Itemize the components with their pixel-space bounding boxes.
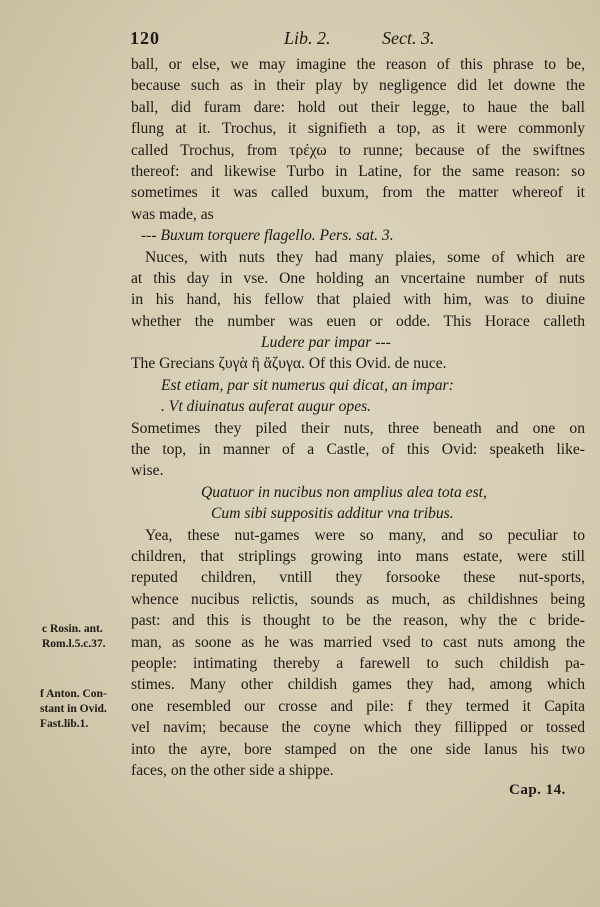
text-line: thereof: and likewise Turbo in Latine, for the same reason: so — [131, 162, 585, 180]
page-number: 120 — [130, 28, 160, 48]
text-line: in his hand, his fellow that plaied with him, was to diuine — [131, 291, 585, 309]
text-line: Sometimes they piled their nuts, three beneath and one on — [131, 419, 585, 437]
verse-line: --- Buxum torquere flagello. Pers. sat. 3. — [141, 227, 394, 245]
margin-note: Fast.lib.1. — [40, 718, 89, 730]
text-line: stimes. Many other childish games they had, among which — [131, 676, 585, 694]
margin-note: stant in Ovid. — [40, 703, 107, 715]
body-text — [131, 54, 585, 781]
text-line: Nuces, with nuts they had many plaies, some of which are — [145, 248, 585, 266]
running-section: Sect. 3. — [382, 28, 435, 48]
text-line: ball, did furam dare: hold out their legge, to haue the ball — [131, 98, 585, 116]
text-line: the top, in manner of a Castle, of this Ovid: speaketh like- — [131, 441, 585, 459]
text-line: sometimes it was called buxum, from the matter whereof it — [131, 184, 585, 202]
text-line: faces, on the other side a shippe. — [131, 761, 334, 779]
text-line: reputed children, vntill they forsooke these nut-sports, — [131, 569, 585, 587]
text-line: children, that striplings growing into mans estate, were still — [131, 547, 585, 565]
text-line: The Grecians ζυγὰ ἢ ἄζυγα. Of this Ovid. de nuce. — [131, 355, 447, 373]
text-line: ball, or else, we may imagine the reason of this phrase to be, — [131, 56, 585, 73]
text-line: wise. — [131, 462, 164, 480]
text-line: because such as in their play by negligence did let downe the — [131, 77, 585, 95]
verse-line: Quatuor in nucibus non amplius alea tota est, — [201, 483, 487, 501]
verse-line: . Vt diuinatus auferat augur opes. — [161, 398, 372, 416]
catchword: Cap. 14. — [509, 782, 566, 798]
text-line: Yea, these nut-games were so many, and so peculiar to — [145, 526, 585, 544]
text-line: whether the number was euen or odde. This Horace calleth — [131, 312, 585, 330]
text-line: flung at it. Trochus, it signifieth a top, as it were commonly — [131, 120, 585, 138]
margin-note: c Rosin. ant. — [42, 623, 103, 635]
text-line: whence nucibus relictis, sounds as much, as childishnes being — [131, 590, 585, 608]
text-line: man, as soone as he was married vsed to cast nuts among the — [131, 633, 585, 651]
text-line: vel navim; because the coyne which they fillipped or tossed — [131, 719, 585, 737]
running-title: Lib. 2. — [284, 28, 331, 48]
text-line: one resembled our crosse and pile: f they termed it Capita — [131, 697, 585, 715]
text-line: was made, as — [131, 205, 214, 223]
text-line: past: and this is thought to be the reason, why the c bride- — [131, 612, 585, 630]
verse-line: Est etiam, par sit numerus qui dicat, an impar: — [161, 376, 454, 394]
page-header — [130, 28, 460, 50]
margin-note: Rom.l.5.c.37. — [42, 638, 106, 650]
text-line: called Trochus, from τρέχω to runne; because of the swiftnes — [131, 141, 585, 159]
text-line: at this day in vse. One holding an vncertaine number of nuts — [131, 269, 585, 287]
verse-line: Cum sibi suppositis additur vna tribus. — [211, 505, 454, 523]
verse-line: Ludere par impar --- — [261, 334, 391, 352]
text-line: people: intimating thereby a farewell to such childish pa- — [131, 654, 585, 672]
text-line: into the ayre, bore stamped on the one side Ianus his two — [131, 740, 585, 758]
margin-note: f Anton. Con- — [40, 688, 107, 700]
